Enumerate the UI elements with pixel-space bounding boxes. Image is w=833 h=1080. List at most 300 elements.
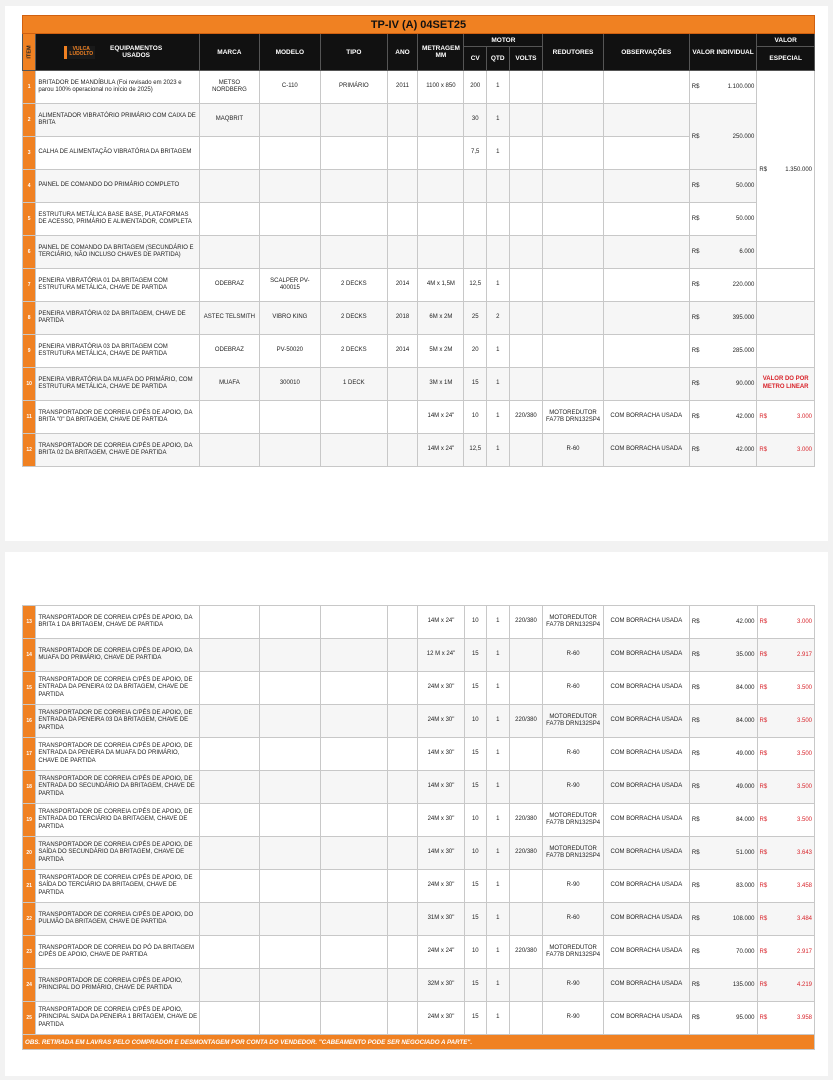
- currency-symbol: R$: [759, 619, 768, 625]
- amount: 70.000: [736, 949, 755, 955]
- size: 14M x 24": [418, 401, 464, 434]
- year: [387, 705, 418, 738]
- brand: [200, 203, 259, 236]
- brand: [200, 1002, 259, 1035]
- item-number: 4: [23, 170, 36, 203]
- currency-symbol: R$: [691, 883, 700, 889]
- special-value: [757, 71, 815, 269]
- special-value-note: VALOR DO POR METRO LINEAR: [757, 368, 815, 401]
- qty: 1: [487, 804, 510, 837]
- amount: 3.484: [796, 916, 812, 922]
- model: VIBRO KING: [259, 302, 320, 335]
- notes: [603, 104, 689, 137]
- individual-value: [689, 434, 757, 467]
- amount: 220.000: [732, 282, 755, 288]
- year: [387, 903, 418, 936]
- cv: 15: [464, 870, 487, 903]
- type: [321, 705, 388, 738]
- brand: [200, 870, 259, 903]
- amount: 395.000: [732, 315, 755, 321]
- brand: [200, 804, 259, 837]
- item-number: 21: [23, 870, 36, 903]
- currency-symbol: R$: [691, 447, 700, 453]
- table-row: [23, 1002, 815, 1035]
- item-number: 19: [23, 804, 36, 837]
- volts: [509, 335, 543, 368]
- item-number: 8: [23, 302, 36, 335]
- type-header: TIPO: [321, 34, 388, 71]
- individual-value: [689, 639, 757, 672]
- amount: 42.000: [736, 447, 755, 453]
- reducer: MOTOREDUTOR FA77B DRN132SP4: [543, 804, 603, 837]
- year: 2011: [387, 71, 418, 104]
- individual-value: [689, 104, 757, 170]
- volts: 220/380: [509, 606, 543, 639]
- type: 2 DECKS: [321, 269, 388, 302]
- notes: COM BORRACHA USADA: [603, 870, 689, 903]
- currency-symbol: R$: [691, 652, 700, 658]
- currency-symbol: R$: [691, 718, 700, 724]
- type: [321, 401, 388, 434]
- special-header: ESPECIAL: [757, 47, 815, 71]
- equipment-name: PAINEL DE COMANDO DA BRITAGEM (SECUNDÁRIO E TERCIÁRIO, NÃO INCLUSO CHAVES DE PARTIDA): [36, 236, 200, 269]
- table-row: [23, 639, 815, 672]
- amount: 83.000: [736, 883, 755, 889]
- volts: [509, 71, 543, 104]
- year-header: ANO: [387, 34, 418, 71]
- model: 300010: [259, 368, 320, 401]
- equipment-name: ALIMENTADOR VIBRATÓRIO PRIMÁRIO COM CAIXA DE BRITA: [36, 104, 200, 137]
- table-row: [23, 804, 815, 837]
- special-value: [757, 672, 814, 705]
- amount: 3.500: [796, 784, 812, 790]
- year: [387, 936, 418, 969]
- special-value: [757, 969, 814, 1002]
- reducer: [543, 203, 603, 236]
- amount: 50.000: [736, 216, 755, 222]
- cv: 10: [464, 606, 487, 639]
- volts: 220/380: [509, 804, 543, 837]
- currency-symbol: R$: [691, 315, 700, 321]
- currency-symbol: R$: [691, 84, 700, 90]
- currency-symbol: R$: [759, 916, 768, 922]
- special-value: [757, 936, 814, 969]
- type: [321, 936, 388, 969]
- amount: 51.000: [736, 850, 755, 856]
- item-number: 13: [23, 606, 36, 639]
- individual-value: [689, 903, 757, 936]
- year: [387, 969, 418, 1002]
- notes: [603, 170, 689, 203]
- currency-symbol: R$: [691, 916, 700, 922]
- equipment-table-1: [22, 15, 815, 467]
- volts: [509, 903, 543, 936]
- amount: 50.000: [736, 183, 755, 189]
- model: [259, 771, 320, 804]
- reducer: R-60: [543, 639, 603, 672]
- reducer: R-60: [543, 903, 603, 936]
- brand: MAQBRIT: [200, 104, 259, 137]
- special-value-empty: [757, 269, 815, 302]
- brand: [200, 401, 259, 434]
- size: 5M x 2M: [418, 335, 464, 368]
- model: [259, 903, 320, 936]
- amount: 1.350.000: [785, 166, 812, 173]
- cv: 10: [464, 401, 487, 434]
- item-number: 22: [23, 903, 36, 936]
- table-row: [23, 969, 815, 1002]
- year: [387, 639, 418, 672]
- qty: 1: [487, 969, 510, 1002]
- qty: 2: [486, 302, 509, 335]
- qty: 1: [487, 1002, 510, 1035]
- qty: 1: [487, 903, 510, 936]
- currency-symbol: R$: [759, 1015, 768, 1021]
- item-number: 9: [23, 335, 36, 368]
- individual-value: [689, 936, 757, 969]
- equipment-name: PAINEL DE COMANDO DO PRIMÁRIO COMPLETO: [36, 170, 200, 203]
- notes: [603, 71, 689, 104]
- individual-value-header: VALOR INDIVIDUAL: [689, 34, 757, 71]
- reducer: [543, 368, 603, 401]
- currency-symbol: R$: [759, 166, 768, 173]
- table-row: [23, 269, 815, 302]
- amount: 3.500: [796, 817, 812, 823]
- reducer: [543, 269, 603, 302]
- reducer: R-60: [543, 738, 603, 771]
- notes: [603, 269, 689, 302]
- reducer: [543, 104, 603, 137]
- notes: [603, 368, 689, 401]
- size: 24M x 30": [418, 1002, 464, 1035]
- volts: [509, 236, 543, 269]
- size: [418, 203, 464, 236]
- model: [259, 236, 320, 269]
- reducer: [543, 302, 603, 335]
- currency-symbol: R$: [691, 381, 700, 387]
- equipment-name: PENEIRA VIBRATÓRIA 01 DA BRITAGEM COM ESTRUTURA METÁLICA, CHAVE DE PARTIDA: [36, 269, 200, 302]
- table-row: [23, 104, 815, 137]
- amount: 108.000: [732, 916, 755, 922]
- model: [259, 639, 320, 672]
- model: [259, 434, 320, 467]
- company-logo: VULCA LUDOLTO: [64, 46, 95, 59]
- brand: MUAFA: [200, 368, 259, 401]
- notes: COM BORRACHA USADA: [603, 903, 689, 936]
- reducer: [543, 335, 603, 368]
- year: 2014: [387, 269, 418, 302]
- year: [387, 606, 418, 639]
- brand: [200, 903, 259, 936]
- brand: [200, 705, 259, 738]
- type: 2 DECKS: [321, 335, 388, 368]
- currency-symbol: R$: [691, 817, 700, 823]
- table-row: [23, 771, 815, 804]
- special-value: [757, 837, 814, 870]
- individual-value: [689, 203, 757, 236]
- table-row: [23, 368, 815, 401]
- qty: 1: [487, 705, 510, 738]
- amount: 49.000: [736, 784, 755, 790]
- equipment-name: CALHA DE ALIMENTAÇÃO VIBRATÓRIA DA BRITAGEM: [36, 137, 200, 170]
- cv: 20: [464, 335, 487, 368]
- table-row: [23, 401, 815, 434]
- equipment-name: TRANSPORTADOR DE CORREIA C/PÉS DE APOIO, DA BRITA 1 DA BRITAGEM, CHAVE DE PARTIDA: [36, 606, 200, 639]
- item-number: 11: [23, 401, 36, 434]
- notes-header: OBSERVAÇÕES: [603, 34, 689, 71]
- model: [259, 837, 320, 870]
- equipment-name: TRANSPORTADOR DE CORREIA C/PÉS DE APOIO, DE ENTRADA DA PENEIRA 03 DA BRITAGEM, CHAVE DE PARTIDA: [36, 705, 200, 738]
- model: [259, 672, 320, 705]
- currency-symbol: R$: [691, 982, 700, 988]
- brand: [200, 137, 259, 170]
- currency-symbol: R$: [759, 883, 768, 889]
- equipment-name: PENEIRA VIBRATÓRIA DA MUAFA DO PRIMÁRIO, COM ESTRUTURA METÁLICA, CHAVE DE PARTIDA: [36, 368, 200, 401]
- item-number: 18: [23, 771, 36, 804]
- individual-value: [689, 606, 757, 639]
- year: [387, 203, 418, 236]
- type: [321, 236, 388, 269]
- year: [387, 368, 418, 401]
- currency-symbol: R$: [691, 784, 700, 790]
- notes: [603, 137, 689, 170]
- special-value: [757, 639, 814, 672]
- size: 14M x 30": [418, 771, 464, 804]
- type: [321, 672, 388, 705]
- table-row: [23, 672, 815, 705]
- year: [387, 1002, 418, 1035]
- currency-symbol: R$: [691, 850, 700, 856]
- currency-symbol: R$: [691, 685, 700, 691]
- amount: 3.500: [796, 751, 812, 757]
- brand: [200, 606, 259, 639]
- model: [259, 137, 320, 170]
- type: PRIMÁRIO: [321, 71, 388, 104]
- individual-value: [689, 71, 757, 104]
- type: [321, 203, 388, 236]
- brand: ODEBRAZ: [200, 269, 259, 302]
- notes: COM BORRACHA USADA: [603, 771, 689, 804]
- notes: [603, 236, 689, 269]
- model: [259, 203, 320, 236]
- type: [321, 639, 388, 672]
- qty: 1: [486, 137, 509, 170]
- currency-symbol: R$: [691, 619, 700, 625]
- brand: [200, 771, 259, 804]
- type: [321, 434, 388, 467]
- qty: 1: [487, 837, 510, 870]
- size: 32M x 30": [418, 969, 464, 1002]
- size: 14M x 30": [418, 837, 464, 870]
- table-row: [23, 236, 815, 269]
- size-header: METRAGEM MM: [418, 34, 464, 71]
- year: [387, 401, 418, 434]
- reducer: [543, 137, 603, 170]
- currency-symbol: R$: [759, 949, 768, 955]
- sheet-page-2: [5, 552, 828, 1076]
- table-row: [23, 903, 815, 936]
- amount: 2.917: [796, 652, 812, 658]
- size: 14M x 24": [418, 606, 464, 639]
- type: [321, 804, 388, 837]
- reducer: R-60: [543, 434, 603, 467]
- item-number: 15: [23, 672, 36, 705]
- qty: 1: [486, 335, 509, 368]
- type: [321, 903, 388, 936]
- brand: ASTEC TELSMITH: [200, 302, 259, 335]
- volts: [509, 672, 543, 705]
- special-value: [757, 1002, 814, 1035]
- year: 2018: [387, 302, 418, 335]
- special-value: [757, 705, 814, 738]
- brand: [200, 236, 259, 269]
- amount: 3.958: [796, 1015, 812, 1021]
- cv: 200: [464, 71, 487, 104]
- qty: 1: [486, 71, 509, 104]
- equipment-name: TRANSPORTADOR DE CORREIA C/PÉS DE APOIO, DE ENTRADA DO SECUNDÁRIO DA BRITAGEM, CHAVE DE PARTIDA: [36, 771, 200, 804]
- brand-header: MARCA: [200, 34, 259, 71]
- amount: 1.100.000: [727, 84, 755, 90]
- qty: 1: [486, 269, 509, 302]
- cv: [464, 170, 487, 203]
- notes: COM BORRACHA USADA: [603, 1002, 689, 1035]
- qty: 1: [487, 936, 510, 969]
- model: [259, 170, 320, 203]
- notes: COM BORRACHA USADA: [603, 639, 689, 672]
- model: [259, 401, 320, 434]
- size: 31M x 30": [418, 903, 464, 936]
- currency-symbol: R$: [691, 282, 700, 288]
- qty: [486, 236, 509, 269]
- size: 14M x 24": [418, 434, 464, 467]
- year: [387, 434, 418, 467]
- type: [321, 870, 388, 903]
- size: 1100 x 850: [418, 71, 464, 104]
- currency-symbol: R$: [759, 982, 768, 988]
- year: [387, 104, 418, 137]
- cv: 10: [464, 936, 487, 969]
- model-header: MODELO: [259, 34, 320, 71]
- cv: [464, 203, 487, 236]
- year: [387, 738, 418, 771]
- table-row: [23, 606, 815, 639]
- type: [321, 170, 388, 203]
- special-value: [757, 804, 814, 837]
- notes: COM BORRACHA USADA: [603, 936, 689, 969]
- volts: [509, 368, 543, 401]
- individual-value: [689, 837, 757, 870]
- reducer: [543, 170, 603, 203]
- type: [321, 738, 388, 771]
- amount: 3.458: [796, 883, 812, 889]
- cv: 15: [464, 639, 487, 672]
- model: C-110: [259, 71, 320, 104]
- table-row: [23, 203, 815, 236]
- currency-symbol: R$: [691, 751, 700, 757]
- currency-symbol: R$: [691, 414, 700, 420]
- notes: COM BORRACHA USADA: [603, 434, 689, 467]
- currency-symbol: R$: [759, 718, 768, 724]
- brand: [200, 969, 259, 1002]
- volts: [509, 738, 543, 771]
- currency-symbol: R$: [759, 447, 768, 453]
- year: [387, 771, 418, 804]
- cv: 15: [464, 771, 487, 804]
- year: [387, 137, 418, 170]
- notes: COM BORRACHA USADA: [603, 606, 689, 639]
- amount: 42.000: [736, 619, 755, 625]
- cv: 15: [464, 738, 487, 771]
- size: 24M x 24": [418, 936, 464, 969]
- cv: 30: [464, 104, 487, 137]
- size: 24M x 30": [418, 705, 464, 738]
- item-number: 20: [23, 837, 36, 870]
- reducer: R-60: [543, 672, 603, 705]
- qty: 1: [486, 434, 509, 467]
- year: 2014: [387, 335, 418, 368]
- notes: COM BORRACHA USADA: [603, 969, 689, 1002]
- cv: 7,5: [464, 137, 487, 170]
- model: [259, 606, 320, 639]
- qty-header: QTD: [486, 47, 509, 71]
- amount: 3.000: [796, 447, 812, 453]
- currency-symbol: R$: [759, 685, 768, 691]
- notes: [603, 203, 689, 236]
- amount: 3.000: [796, 414, 812, 420]
- year: [387, 804, 418, 837]
- currency-symbol: R$: [691, 348, 700, 354]
- cv: 15: [464, 969, 487, 1002]
- size: 3M x 1M: [418, 368, 464, 401]
- amount: 135.000: [732, 982, 755, 988]
- special-value: [757, 870, 814, 903]
- qty: [486, 170, 509, 203]
- currency-symbol: R$: [691, 183, 700, 189]
- amount: 3.500: [796, 718, 812, 724]
- type: 1 DECK: [321, 368, 388, 401]
- qty: 1: [487, 606, 510, 639]
- cv: 10: [464, 837, 487, 870]
- model: PV-50020: [259, 335, 320, 368]
- currency-symbol: R$: [691, 249, 700, 255]
- type: [321, 104, 388, 137]
- equipment-name: TRANSPORTADOR DE CORREIA C/PÉS DE APOIO, DE ENTRADA DO TERCIÁRIO DA BRITAGEM, CHAVE DE PARTIDA: [36, 804, 200, 837]
- year: [387, 837, 418, 870]
- cv: 10: [464, 705, 487, 738]
- equipment-name: TRANSPORTADOR DE CORREIA C/PÉS DE APOIO, DA MUAFA DO PRIMÁRIO, CHAVE DE PARTIDA: [36, 639, 200, 672]
- cv: 15: [464, 672, 487, 705]
- notes: COM BORRACHA USADA: [603, 705, 689, 738]
- currency-symbol: R$: [759, 414, 768, 420]
- currency-symbol: R$: [759, 784, 768, 790]
- brand: [200, 936, 259, 969]
- table-row: [23, 434, 815, 467]
- size: 4M x 1,5M: [418, 269, 464, 302]
- currency-symbol: R$: [759, 850, 768, 856]
- amount: 6.000: [739, 249, 755, 255]
- item-number: 16: [23, 705, 36, 738]
- equipment-name: TRANSPORTADOR DE CORREIA C/PÉS DE APOIO, PRINCIPAL DO PRIMÁRIO, CHAVE DE PARTIDA: [36, 969, 200, 1002]
- amount: 3.643: [796, 850, 812, 856]
- special-value: [757, 606, 814, 639]
- brand: [200, 639, 259, 672]
- size: 12 M x 24": [418, 639, 464, 672]
- reducer: [543, 71, 603, 104]
- currency-symbol: R$: [759, 652, 768, 658]
- individual-value: [689, 269, 757, 302]
- table-row: [23, 335, 815, 368]
- amount: 3.500: [796, 685, 812, 691]
